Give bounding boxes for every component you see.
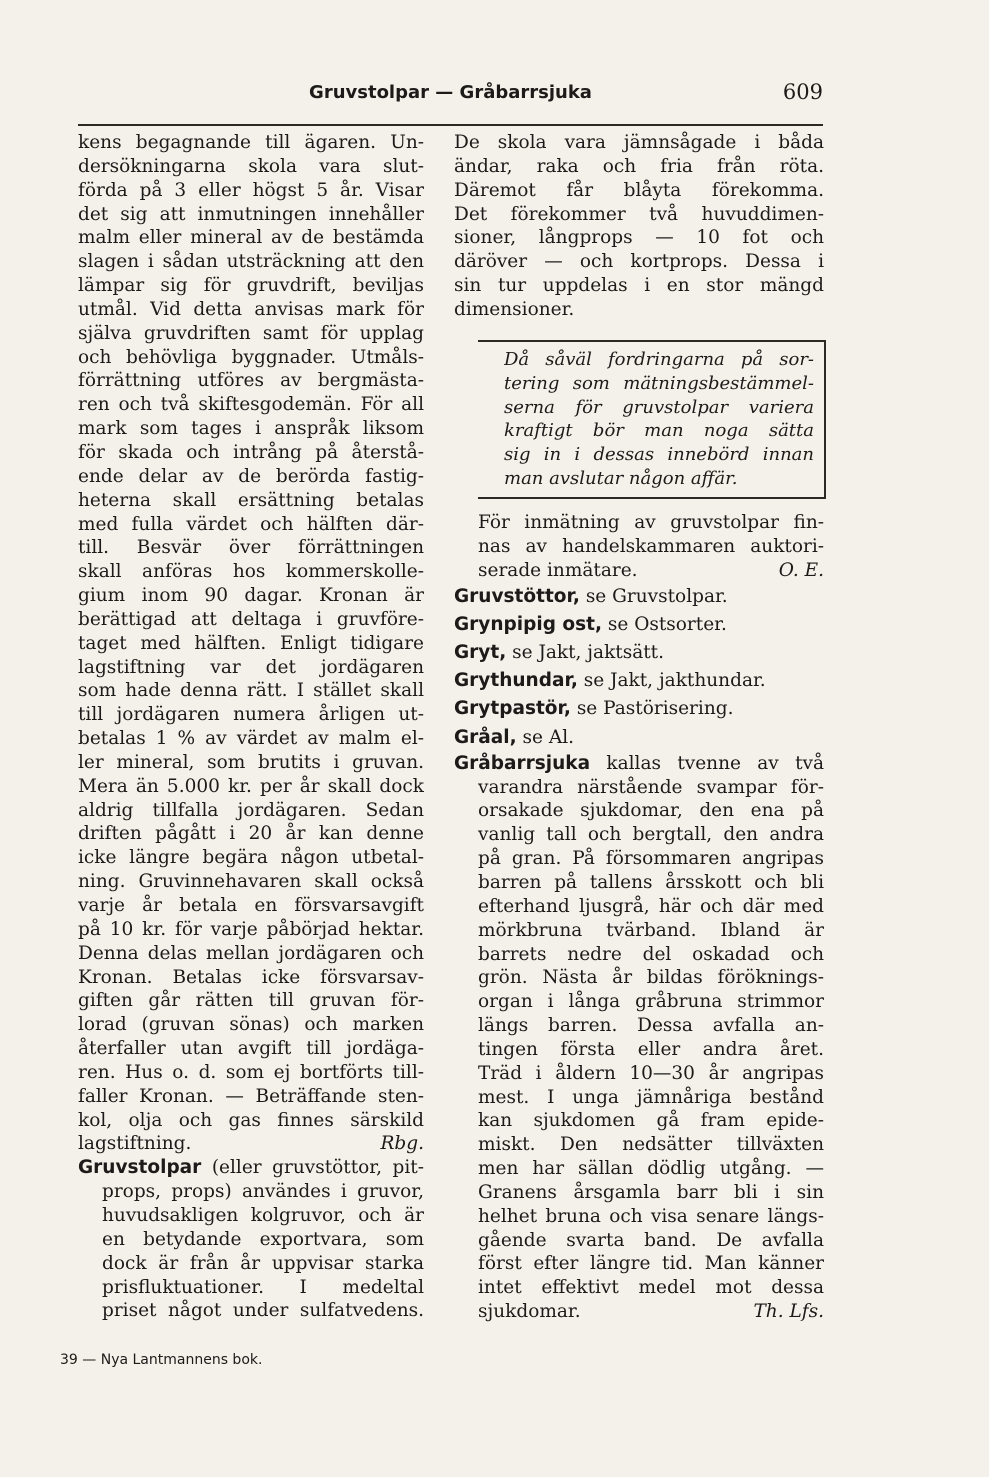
cross-reference-text: se Ostsorter. bbox=[601, 613, 727, 635]
box-last-line: man avslutar någon affär. bbox=[504, 468, 738, 490]
text-line: nas av handelskammaren auktori- bbox=[478, 535, 824, 557]
main-entry-first: kallas tvenne av två bbox=[590, 752, 824, 774]
text-line: och behövliga byggnader. Utmåls- bbox=[78, 346, 424, 368]
page-number: 609 bbox=[782, 80, 823, 104]
text-line: huvudsakligen kolgruvor, och är bbox=[102, 1204, 424, 1226]
cross-reference bbox=[454, 611, 824, 639]
entry-first-line: (eller gruvstöttor, pit- bbox=[201, 1157, 424, 1179]
text-line: kens begagnande till ägaren. Un- bbox=[78, 132, 424, 153]
text-line: ren. Hus o. d. som ej bortförts till- bbox=[78, 1061, 424, 1083]
text-line: berättigad att deltaga i gruvföre- bbox=[78, 608, 424, 630]
text-line: grön. Nästa år bildas föröknings- bbox=[478, 967, 824, 989]
cross-reference-head: Gruvstöttor, bbox=[454, 585, 580, 607]
cross-reference-head: Gryt, bbox=[454, 642, 507, 663]
text-line: först efter längre tid. Man känner bbox=[478, 1253, 824, 1275]
after-box-text bbox=[454, 511, 824, 559]
text-line: sig in i dessas innebörd innan bbox=[504, 444, 814, 466]
text-line: Kronan. Betalas icke försvarsav- bbox=[78, 966, 424, 988]
text-line: slagen i sådan utsträckning att den bbox=[78, 251, 424, 273]
text-line: barren på tallens årsskott och bli bbox=[478, 871, 824, 893]
text-line: betalas 1 % av värdet av malm el- bbox=[78, 728, 424, 750]
text-line: props, props) användes i gruvor, bbox=[102, 1181, 424, 1203]
running-title: Gruvstolpar — Gråbarrsjuka bbox=[309, 82, 592, 103]
after-box-last bbox=[454, 559, 824, 583]
running-header bbox=[78, 78, 823, 114]
text-line: efterhand ljusgrå, här och där med bbox=[478, 895, 824, 917]
entry-gruvstolpar-text bbox=[78, 1180, 424, 1323]
right-column bbox=[454, 131, 824, 1324]
cross-reference-text: se Al. bbox=[516, 726, 575, 748]
text-line: sioner, långprops — 10 fot och bbox=[454, 227, 824, 249]
text-line: kan sjukdomen gå fram epide- bbox=[478, 1110, 824, 1132]
text-line: organ i långa gråbruna strimmor bbox=[478, 991, 824, 1013]
text-line: återfaller utan avgift till jordäga- bbox=[78, 1038, 424, 1060]
text-line: gående svarta band. De avfalla bbox=[478, 1229, 824, 1251]
text-line: tingen första eller andra året. bbox=[478, 1038, 824, 1060]
cross-reference-text: se Pastörisering. bbox=[570, 698, 734, 720]
footer-note: 39 — Nya Lantmannens bok. bbox=[60, 1352, 263, 1368]
text-line: däröver — och kortprops. Dessa i bbox=[454, 251, 824, 273]
cross-reference-head: Gråal, bbox=[454, 726, 517, 748]
text-line: Det förekommer två huvuddimen- bbox=[454, 203, 824, 225]
text-line: gium inom 90 dagar. Kronan är bbox=[78, 585, 424, 607]
text-line: aldrig tillfalla jordägaren. Sedan bbox=[78, 799, 424, 821]
text-line: malm eller mineral av de bestämda bbox=[78, 227, 424, 249]
text-line: miskt. Den nedsätter tillväxten bbox=[478, 1134, 824, 1156]
text-line: mest. I unga jämnåriga bestånd bbox=[478, 1086, 824, 1108]
advice-box bbox=[478, 340, 826, 499]
text-line: driften pågått i 20 år kan denne bbox=[78, 823, 424, 845]
text-line: faller Kronan. — Beträffande sten- bbox=[78, 1085, 424, 1107]
entry-grabarrsjuka bbox=[454, 752, 824, 776]
text-line: som hade denna rätt. I stället skall bbox=[78, 680, 424, 702]
text-line: priset något under sulfatvedens. bbox=[102, 1300, 424, 1322]
closing-line bbox=[78, 1132, 424, 1156]
text-line: dock är från år uppvisar starka bbox=[102, 1252, 424, 1274]
text-line: längs barren. Dessa avfalla an- bbox=[478, 1015, 824, 1037]
text-line: helhet bruna och visa senare längs- bbox=[478, 1205, 824, 1227]
text-line: De skola vara jämnsågade i båda bbox=[454, 132, 824, 153]
text-line: giften går rätten till gruvan för- bbox=[78, 990, 424, 1012]
text-line: förrättning utföres av bergmästa- bbox=[78, 370, 424, 392]
signature-rbg: Rbg. bbox=[380, 1133, 424, 1155]
main-entry-head: Gråbarrsjuka bbox=[454, 752, 591, 774]
cross-reference-text: se Jakt, jakthundar. bbox=[577, 670, 766, 692]
text-line: Mera än 5.000 kr. per år skall dock bbox=[78, 775, 424, 797]
text-line: taget med hälften. Enligt tidigare bbox=[78, 632, 424, 654]
text-line: en betydande exportvara, som bbox=[102, 1228, 424, 1250]
text-line: ende delar av de berörda fastig- bbox=[78, 465, 424, 487]
cross-reference-head: Grytpastör, bbox=[454, 698, 571, 720]
text-line: ler mineral, som brutits i gruvan. bbox=[78, 751, 424, 773]
text-line: ren och två skiftesgodemän. För all bbox=[78, 394, 424, 416]
text-line: med fulla värdet och hälften där- bbox=[78, 513, 424, 535]
text-line: prisfluktuationer. I medeltal bbox=[102, 1276, 424, 1298]
cross-reference bbox=[454, 583, 824, 611]
text-line: varandra närstående svampar för- bbox=[478, 776, 824, 798]
text-line: förda på 3 eller högst 5 år. Visar bbox=[78, 179, 424, 201]
header-rule bbox=[78, 124, 823, 126]
text-line: det sig att inmutningen innehåller bbox=[78, 203, 424, 225]
left-column bbox=[78, 131, 424, 1323]
text-line: Träd i åldern 10—30 år angripas bbox=[478, 1062, 824, 1084]
text-line: icke längre begära någon utbetal- bbox=[78, 847, 424, 869]
left-body-text bbox=[78, 131, 424, 1132]
cross-reference-text: se Jakt, jaktsätt. bbox=[506, 642, 664, 663]
text-line: till jordägaren numera årligen ut- bbox=[78, 704, 424, 726]
signature-thlfs: Th. Lfs. bbox=[753, 1301, 824, 1323]
main-entry-last-text: sjukdomar. bbox=[478, 1301, 581, 1323]
closing-text: lagstiftning. bbox=[78, 1133, 192, 1155]
text-line: själva gruvdriften samt för upplag bbox=[78, 322, 424, 344]
text-line: sin tur uppdelas i en stor mängd bbox=[454, 275, 824, 297]
text-line: mörkbruna tvärband. Ibland är bbox=[478, 919, 824, 941]
text-line: dersökningarna skola vara slut- bbox=[78, 155, 424, 177]
right-top-text bbox=[454, 131, 824, 298]
text-line: ändar, raka och fria från röta. bbox=[454, 155, 824, 177]
cross-reference bbox=[454, 639, 824, 667]
signature-oe: O. E. bbox=[778, 559, 824, 581]
text-line: Då såväl fordringarna på sor- bbox=[504, 348, 814, 370]
text-line: till. Besvär över förrättningen bbox=[78, 537, 424, 559]
entry-head: Gruvstolpar bbox=[78, 1157, 202, 1179]
entry-gruvstolpar bbox=[78, 1156, 424, 1180]
text-line: men har sällan dödlig utgång. — bbox=[478, 1158, 824, 1180]
cross-reference-head: Grynpipig ost, bbox=[454, 613, 602, 635]
text-line: Granens årsgamla barr bli i sin bbox=[478, 1181, 824, 1203]
text-line: lämpar sig för gruvdrift, beviljas bbox=[78, 275, 424, 297]
text-line: för skada och intrång på återstå- bbox=[78, 441, 424, 463]
text-line: tering som mätningsbestämmel- bbox=[504, 372, 814, 394]
text-line: intet effektivt medel mot dessa bbox=[478, 1277, 824, 1299]
text-line: lorad (gruvan sönas) och marken bbox=[78, 1014, 424, 1036]
cross-reference bbox=[454, 667, 824, 695]
text-line: orsakade sjukdomar, den ena på bbox=[478, 800, 824, 822]
main-entry-last bbox=[454, 1300, 824, 1324]
text-line: För inmätning av gruvstolpar fin- bbox=[478, 512, 824, 534]
box-text bbox=[504, 348, 814, 467]
text-line: varje år betala en försvarsavgift bbox=[78, 895, 424, 916]
text-line: skall anföras hos kommerskolle- bbox=[78, 561, 424, 583]
text-line: heterna skall ersättning betalas bbox=[78, 489, 424, 511]
text-line: kraftigt bör man noga sätta bbox=[504, 420, 814, 442]
text-line: ning. Gruvinnehavaren skall också bbox=[78, 871, 424, 893]
text-line: kol, olja och gas finnes särskild bbox=[78, 1109, 424, 1131]
cross-reference bbox=[454, 724, 824, 752]
cross-reference bbox=[454, 695, 824, 723]
after-box-last-text: serade inmätare. bbox=[478, 559, 638, 581]
text-line: på 10 kr. för varje påbörjad hektar. bbox=[78, 918, 424, 940]
text-line: serna för gruvstolpar variera bbox=[504, 396, 814, 418]
text-line: utmål. Vid detta anvisas mark för bbox=[78, 298, 424, 320]
cross-reference-head: Grythundar, bbox=[454, 670, 578, 692]
text-line: på gran. På försommaren angripas bbox=[478, 848, 824, 870]
text-line: lagstiftning var det jordägaren bbox=[78, 656, 424, 678]
cross-reference-entries bbox=[454, 583, 824, 752]
text-line: Denna delas mellan jordägaren och bbox=[78, 942, 424, 964]
last-top-line: dimensioner. bbox=[454, 298, 575, 320]
cross-reference-text: se Gruvstolpar. bbox=[579, 585, 728, 607]
text-line: Däremot får blåyta förekomma. bbox=[454, 179, 824, 201]
text-line: vanlig tall och bergtall, den andra bbox=[478, 824, 824, 846]
text-line: mark som tages i anspråk liksom bbox=[78, 418, 424, 440]
text-line: barrets nedre del oskadad och bbox=[478, 943, 824, 965]
entry-grabarrsjuka-text bbox=[454, 776, 824, 1301]
